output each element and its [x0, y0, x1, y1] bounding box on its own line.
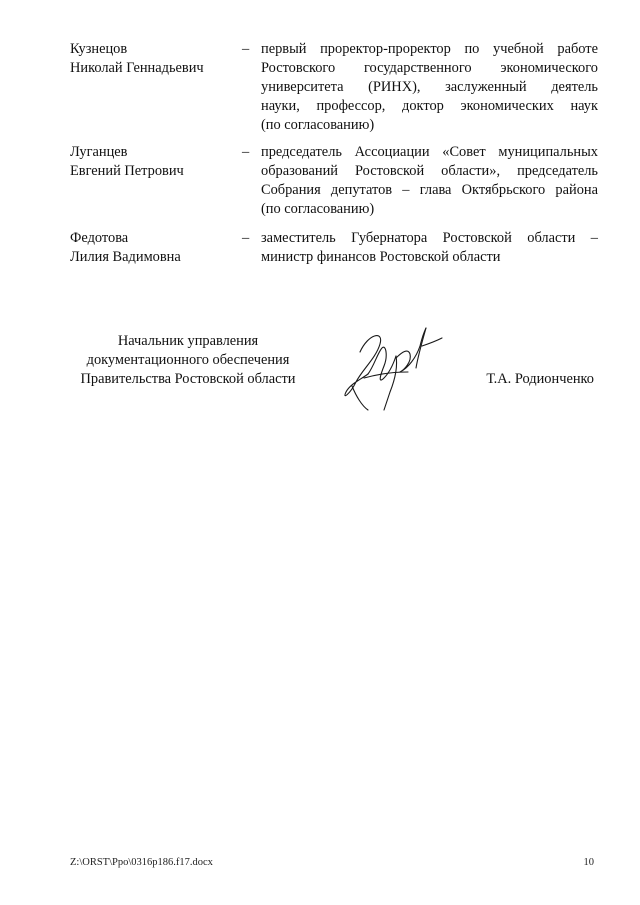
member-surname: Федотова	[70, 230, 129, 246]
member-surname: Луганцев	[70, 144, 128, 160]
position-line: Собрания депутатов – глава Октябрьского района	[261, 182, 598, 198]
member-given-names: Николай Геннадьевич	[70, 60, 204, 76]
position-line: университета (РИНХ), заслуженный деятель	[261, 79, 598, 95]
position-line: науки, профессор, доктор экономических наук	[261, 98, 598, 114]
member-position	[261, 40, 598, 135]
position-line: заместитель Губернатора Ростовской области –	[261, 230, 598, 246]
position-line: образований Ростовской области», председатель	[261, 163, 598, 179]
member-position	[261, 229, 598, 267]
position-line: председатель Ассоциации «Совет муниципальных	[261, 144, 598, 160]
signatory-position-line: Начальник управления	[117, 333, 259, 349]
member-name	[70, 40, 235, 78]
position-line: первый проректор-проректор по учебной работе	[261, 41, 598, 57]
dash-separator: –	[242, 144, 250, 160]
handwritten-signature	[338, 322, 448, 414]
member-given-names: Евгений Петрович	[70, 163, 184, 179]
signer-name: Т.А. Родионченко	[486, 371, 594, 387]
dash-separator: –	[242, 41, 250, 57]
member-position	[261, 143, 598, 219]
file-path: Z:\ORST\Ppo\0316p186.f17.docx	[70, 857, 213, 868]
position-line: министр финансов Ростовской области	[261, 249, 501, 265]
position-line: (по согласованию)	[261, 117, 375, 133]
position-line: Ростовского государственного экономического	[261, 60, 598, 76]
member-surname: Кузнецов	[70, 41, 128, 57]
member-name	[70, 229, 235, 267]
page-number: 10	[583, 857, 594, 868]
member-given-names: Лилия Вадимовна	[70, 249, 181, 265]
member-name	[70, 143, 235, 181]
signatory-position-line: Правительства Ростовской области	[80, 371, 296, 387]
position-line: (по согласованию)	[261, 201, 375, 217]
signatory-position	[66, 332, 310, 389]
signatory-position-line: документационного обеспечения	[86, 352, 290, 368]
dash-separator: –	[242, 230, 250, 246]
